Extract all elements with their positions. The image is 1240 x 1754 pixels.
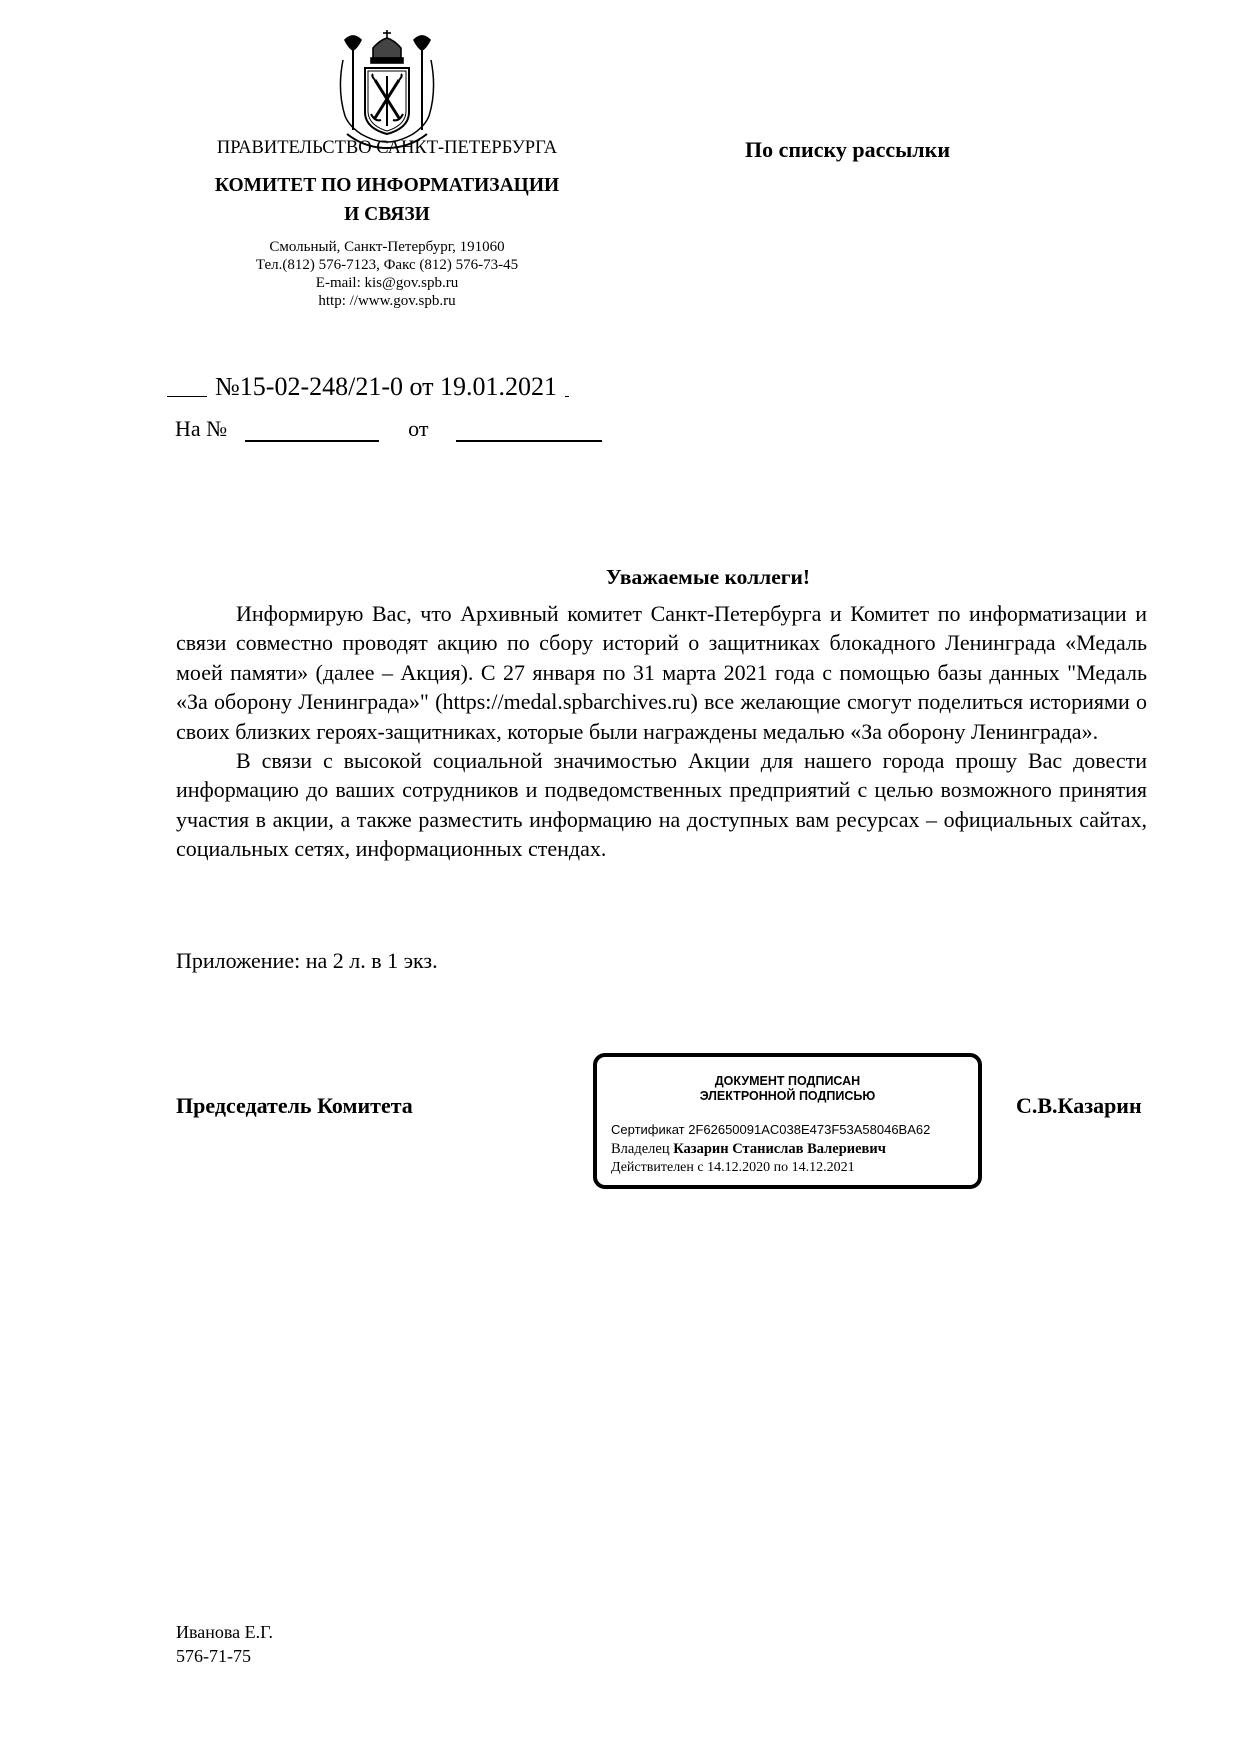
stamp-title-line2: ЭЛЕКТРОННОЙ ПОДПИСЬЮ <box>699 1089 876 1103</box>
address: Смольный, Санкт-Петербург, 191060 <box>269 239 505 255</box>
executor-phone: 576-71-75 <box>176 1646 251 1666</box>
blank-underline <box>565 374 569 397</box>
stamp-certificate: Сертификат 2F62650091AC038E473F53A58046BA62 <box>611 1122 931 1137</box>
stamp-owner-name: Казарин Станислав Валериевич <box>673 1141 886 1157</box>
reference-line <box>175 416 602 442</box>
committee-name-line2: И СВЯЗИ <box>344 204 430 225</box>
reference-prefix: На № <box>175 416 228 441</box>
government-name: ПРАВИТЕЛЬСТВО САНКТ-ПЕТЕРБУРГА <box>216 138 558 158</box>
registration-number: №15-02-248/21-0 от 19.01.2021 <box>215 372 558 401</box>
letter-body <box>176 599 1147 864</box>
signer-position: Председатель Комитета <box>176 1093 413 1118</box>
coat-of-arms-emblem <box>335 30 440 150</box>
email: E-mail: kis@gov.spb.ru <box>315 275 459 291</box>
paragraph-2: В связи с высокой социальной значимостью Акции для нашего города прошу Вас довести информацию до ваших сотрудников и подведомственных предприятий с целью возможного принятия участия в акции, а также разместить информацию на доступных вам ресурсах – официальных сайтах, социальных сетях, информационных стендах. <box>176 748 1147 862</box>
paragraph-1: Информирую Вас, что Архивный комитет Санкт-Петербурга и Комитет по информатизации и связи совместно проводят акцию по сбору историй о защитниках блокадного Ленинграда «Медаль моей памяти» (далее – Акция). С 27 января по 31 марта 2021 года с помощью базы данных "Медаль «За оборону Ленинграда»" (https://medal.spbarchives.ru) все желающие смогут поделиться историями о своих близких героях-защитниках, которые были награждены медалью «За оборону Ленинграда». <box>176 601 1147 744</box>
executor-info <box>176 1620 273 1668</box>
stamp-owner-label: Владелец <box>611 1141 670 1157</box>
executor-name: Иванова Е.Г. <box>176 1622 274 1642</box>
committee-name-line1: КОМИТЕТ ПО ИНФОРМАТИЗАЦИИ <box>214 175 560 196</box>
reference-number-field <box>245 416 379 442</box>
signer-name: С.В.Казарин <box>1016 1093 1142 1118</box>
recipient: По списку рассылки <box>745 137 950 162</box>
reference-from-label: от <box>408 416 429 441</box>
blank-underline <box>167 374 207 397</box>
stamp-owner <box>611 1141 886 1158</box>
stamp-validity: Действителен с 14.12.2020 по 14.12.2021 <box>611 1160 855 1175</box>
reference-date-field <box>456 416 602 442</box>
committee-name <box>160 171 614 229</box>
stamp-title-line1: ДОКУМЕНТ ПОДПИСАН <box>714 1074 861 1088</box>
stamp-title <box>597 1074 978 1104</box>
attachment-note: Приложение: на 2 л. в 1 экз. <box>176 948 438 973</box>
greeting: Уважаемые коллеги! <box>605 565 811 589</box>
committee-contacts <box>160 238 614 310</box>
website: http: //www.gov.spb.ru <box>318 293 456 309</box>
registration-number-line <box>167 372 569 402</box>
electronic-signature-stamp <box>593 1053 982 1189</box>
phone-fax: Тел.(812) 576-7123, Факс (812) 576-73-45 <box>255 257 519 273</box>
